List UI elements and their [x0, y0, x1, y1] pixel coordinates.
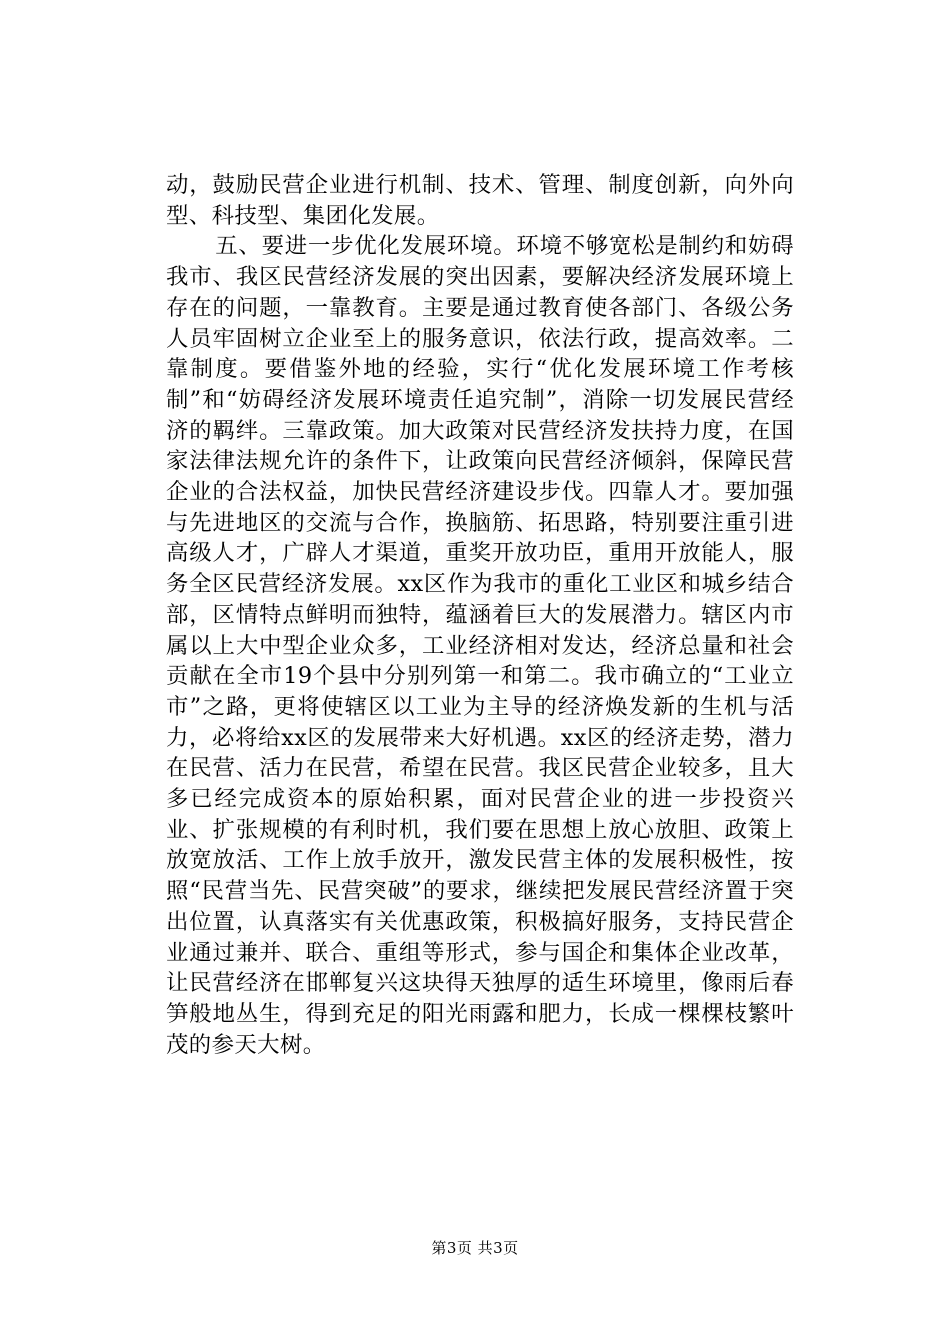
paragraph-optimize-environment: 五、要进一步优化发展环境。环境不够宽松是制约和妨碍我市、我区民营经济发展的突出因素，要解决经济发展环境上存在的问题，一靠教育。主要是通过教育使各部门、各级公务人员牢固树立企业至上的服务意识，依法行政，提高效率。二靠制度。要借鉴外地的经验，实行“优化发展环境工作考核制”和“妨碍经济发展环境责任追究制”，消除一切发展民营经济的羁绊。三靠政策。加大政策对民营经济发扶持力度，在国家法律法规允许的条件下，让政策向民营经济倾斜，保障民营企业的合法权益，加快民营经济建设步伐。四靠人才。要加强与先进地区的交流与合作，换脑筋、拓思路，特别要注重引进高级人才，广辟人才渠道，重奖开放功臣，重用开放能人，服务全区民营经济发展。xx区作为我市的重化工业区和城乡结合部，区情特点鲜明而独特，蕴涵着巨大的发展潜力。辖区内市属以上大中型企业众多，工业经济相对发达，经济总量和社会贡献在全市19个县中分别列第一和第二。我市确立的“工业立市”之路，更将使辖区以工业为主导的经济焕发新的生机与活力，必将给xx区的发展带来大好机遇。xx区的经济走势，潜力在民营、活力在民营，希望在民营。我区民营企业较多，且大多已经完成资本的原始积累，面对民营企业的进一步投资兴业、扩张规模的有利时机，我们要在思想上放心放胆、政策上放宽放活、工作上放手放开，激发民营主体的发展积极性，按照“民营当先、民营突破”的要求，继续把发展民营经济置于突出位置，认真落实有关优惠政策，积极搞好服务，支持民营企业通过兼并、联合、重组等形式，参与国企和集体企业改革，让民营经济在邯郸复兴这块得天独厚的适生环境里，像雨后春笋般地丛生，得到充足的阳光雨露和肥力，长成一棵棵枝繁叶茂的参天大树。 [166, 233, 794, 1058]
document-body [166, 170, 794, 1060]
paragraph-continuation: 动，鼓励民营企业进行机制、技术、管理、制度创新，向外向型、科技型、集团化发展。 [166, 172, 794, 229]
page-number-footer: 第3页 共3页 [431, 1239, 519, 1257]
